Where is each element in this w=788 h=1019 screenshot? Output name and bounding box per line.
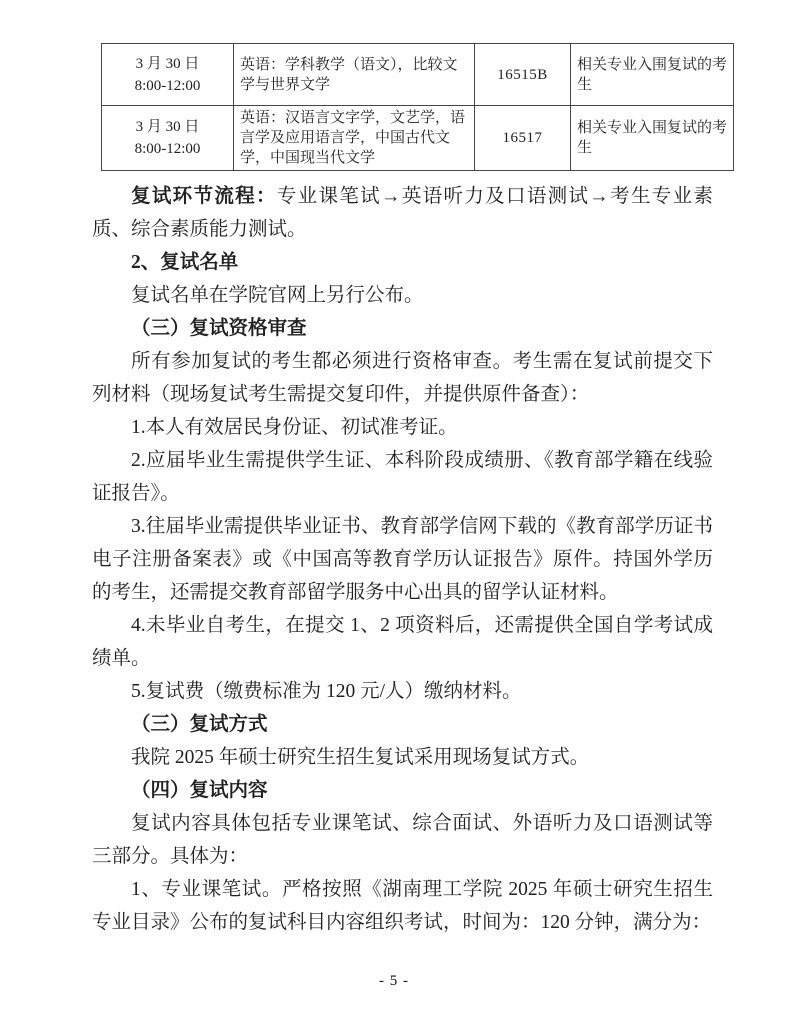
heading-review-method: （三）复试方式 xyxy=(131,714,268,735)
exam-schedule-table xyxy=(101,43,734,171)
table-row xyxy=(102,106,734,171)
paragraph-material-4: 4.未毕业自考生，在提交 1、2 项资料后，还需提供全国自学考试成绩单。 xyxy=(92,615,713,669)
review-process-label: 复试环节流程： xyxy=(131,186,277,207)
exam-time: 8:00-12:00 xyxy=(134,141,201,157)
cell-date-time xyxy=(102,44,234,106)
paragraph-material-2: 2.应届毕业生需提供学生证、本科阶段成绩册、《教育部学籍在线验证报告》。 xyxy=(92,450,713,504)
page-number: - 5 - xyxy=(379,973,409,989)
heading-review-content: （四）复试内容 xyxy=(131,780,268,801)
exam-time: 8:00-12:00 xyxy=(134,77,201,94)
paragraph-material-1: 1.本人有效居民身份证、初试准考证。 xyxy=(131,417,458,438)
heading-qualification-check: （三）复试资格审查 xyxy=(131,318,307,339)
paragraph-material-3: 3.往届毕业需提供毕业证书、教育部学信网下载的《教育部学历证书电子注册备案表》或《中国高等教育学历认证报告》原件。持国外学历的考生，还需提交教育部留学服务中心出具的留学认证材料。 xyxy=(92,516,713,603)
paragraph-review-list-publish: 复试名单在学院官网上另行公布。 xyxy=(131,285,424,306)
cell-candidates: 相关专业入围复试的考生 xyxy=(571,44,734,106)
document-body xyxy=(92,180,713,939)
cell-subjects: 英语：汉语言文字学，文艺学，语言学及应用语言学，中国古代文学，中国现当代文学 xyxy=(234,106,475,171)
exam-date: 3 月 30 日 xyxy=(135,119,200,135)
cell-subjects: 英语：学科教学（语文），比较文学与世界文学 xyxy=(234,44,475,106)
table-row xyxy=(102,44,734,106)
paragraph-qualification-intro: 所有参加复试的考生都必须进行资格审查。考生需在复试前提交下列材料（现场复试考生需提交复印件，并提供原件备查）： xyxy=(92,351,713,405)
cell-candidates: 相关专业入围复试的考生 xyxy=(571,106,734,171)
paragraph-written-exam: 1、专业课笔试。严格按照《湖南理工学院 2025 年硕士研究生招生专业目录》公布的复试科目内容组织考试，时间为：120 分钟，满分为： xyxy=(92,879,713,933)
paragraph-review-method: 我院 2025 年硕士研究生招生复试采用现场复试方式。 xyxy=(131,747,590,768)
cell-date-time xyxy=(102,106,234,171)
cell-exam-room-code: 16517 xyxy=(475,106,571,171)
paragraph-material-5: 5.复试费（缴费标准为 120 元/人）缴纳材料。 xyxy=(131,681,522,702)
paragraph-review-content-intro: 复试内容具体包括专业课笔试、综合面试、外语听力及口语测试等三部分。具体为： xyxy=(92,813,713,867)
paragraph-review-process xyxy=(92,180,713,246)
heading-review-list: 2、复试名单 xyxy=(131,252,239,273)
cell-exam-room-code: 16515B xyxy=(475,44,571,106)
review-process-text: 专业课笔试→英语听力及口语测试→考生专业素质、综合素质能力测试。 xyxy=(92,186,713,240)
exam-date: 3 月 30 日 xyxy=(135,55,200,72)
